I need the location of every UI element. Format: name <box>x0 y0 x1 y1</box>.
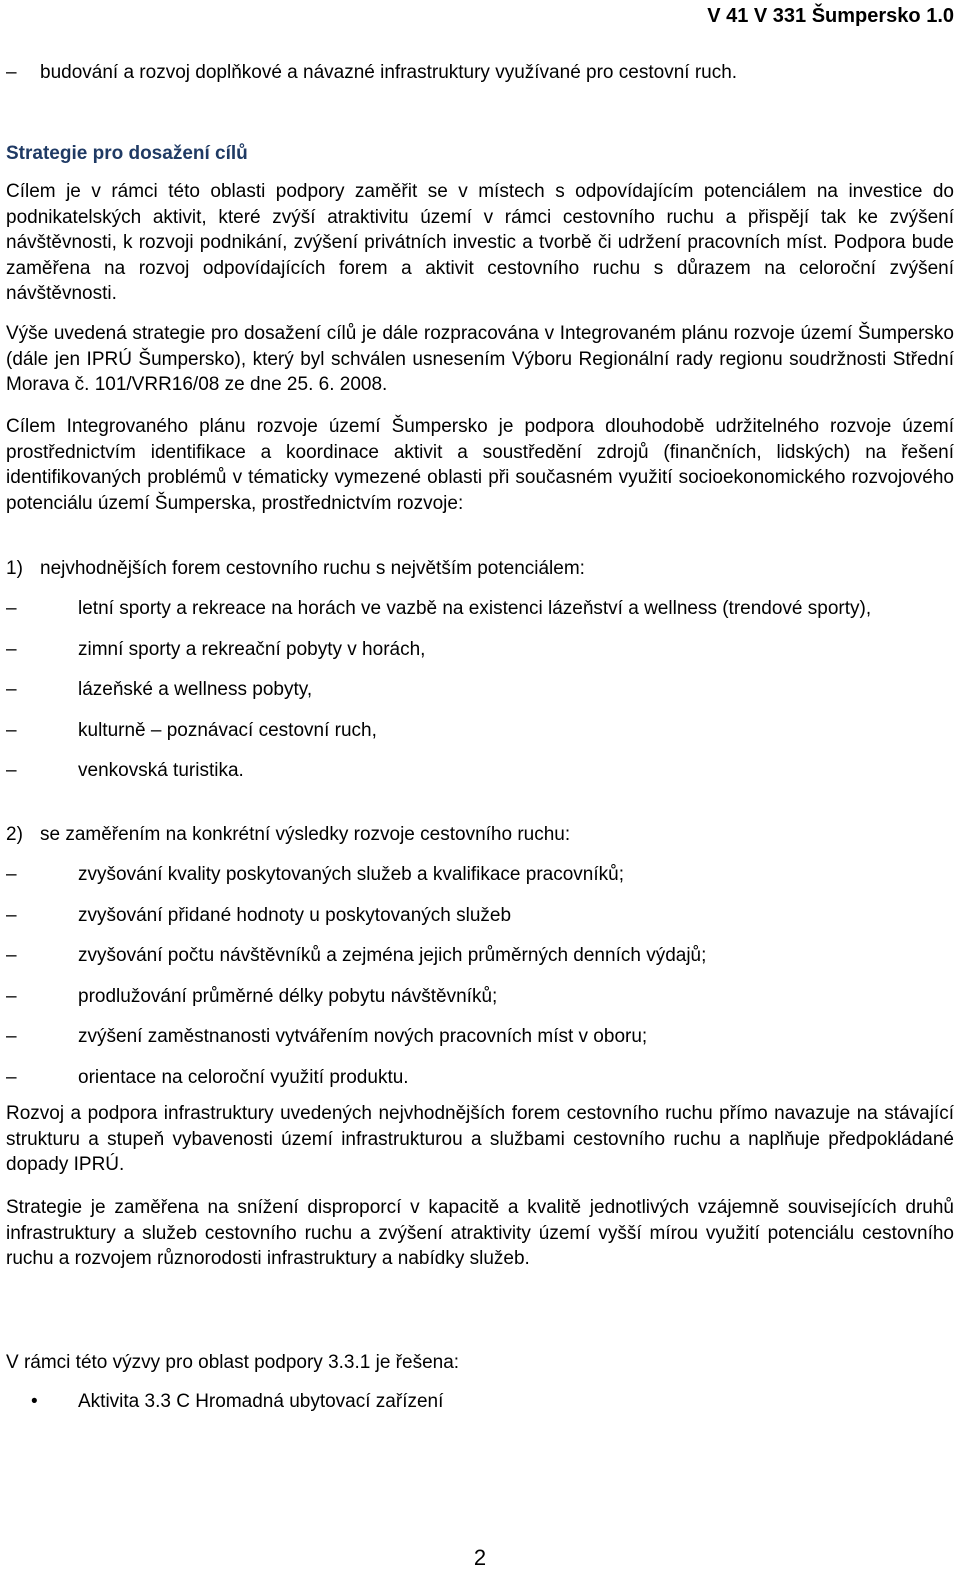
activity-list-item <box>6 1389 443 1415</box>
list-2-items <box>6 862 954 1105</box>
list-item: – lázeňské a wellness pobyty, <box>6 677 954 703</box>
dash-marker: – <box>6 1066 17 1088</box>
list-1-heading <box>6 556 585 582</box>
paragraph-2: Výše uvedená strategie pro dosažení cílů je dále rozpracována v Integrovaném plánu rozvoje území Šumpersko (dále jen IPRÚ Šumpersko), který byl schválen usnesením Výboru Regionální rady regionu soudržnosti Střední Morava č. 101/VRR16/08 ze dne 25. 6. 2008. <box>6 323 954 395</box>
list-1-items <box>6 596 954 799</box>
list-item: – kulturně – poznávací cestovní ruch, <box>6 718 954 744</box>
dash-marker: – <box>6 904 17 926</box>
list-item: – venkovská turistika. <box>6 758 954 784</box>
list-item: – zvýšení zaměstnanosti vytvářením nových pracovních míst v oboru; <box>6 1024 954 1050</box>
list-1-number: 1) <box>6 558 23 579</box>
dash-marker: – <box>6 62 17 83</box>
dash-marker: – <box>6 638 17 660</box>
dash-marker: – <box>6 945 17 966</box>
paragraph-5: Strategie je zaměřena na snížení disproporcí v kapacitě a kvalitě jednotlivých vzájemně souvisejících druhů infrastruktury a služeb cestovního ruchu a zvýšení atraktivity území vyšší mírou využití potenciálu cestovního ruchu a rozvojem různorodosti infrastruktury a nabídky služeb. <box>6 1197 954 1269</box>
dash-marker: – <box>6 985 17 1007</box>
list-item: – zvyšování kvality poskytovaných služeb a kvalifikace pracovníků; <box>6 862 954 888</box>
paragraph-1: Cílem je v rámci této oblasti podpory zaměřit se v místech s odpovídajícím potenciálem na investice do podnikatelských aktivit, které zvýší atraktivitu území v rámci cestovního ruchu a přispějí tak ke zvýšení návštěvnosti, k rozvoji podnikání, zvýšení privátních investic a tvorbě či udržení pracovních míst. Podpora bude zaměřena na rozvoj odpovídajících forem a aktivit cestovního ruchu s důrazem na celoroční zvýšení návštěvnosti. <box>6 181 954 304</box>
list-1-title: nejvhodnějších forem cestovního ruchu s největším potenciálem: <box>40 558 585 579</box>
list-item: – zvyšování přidané hodnoty u poskytovaných služeb <box>6 903 954 929</box>
list-2-number: 2) <box>6 824 23 845</box>
dash-marker: – <box>6 679 17 700</box>
dash-marker: – <box>6 1026 17 1047</box>
document-header-id: V 41 V 331 Šumpersko 1.0 <box>707 5 954 27</box>
section-heading: Strategie pro dosažení cílů <box>6 143 248 164</box>
list-item: – zvyšování počtu návštěvníků a zejména jejich průměrných denních výdajů; <box>6 943 954 969</box>
intro-item-text: budování a rozvoj doplňkové a návazné infrastruktury využívané pro cestovní ruch. <box>40 62 738 83</box>
paragraph-4: Rozvoj a podpora infrastruktury uvedených nejvhodnějších forem cestovního ruchu přímo navazuje na stávající strukturu a stupeň vybavenosti území infrastrukturou a službami cestovního ruchu a naplňuje předpokládané dopady IPRÚ. <box>6 1103 954 1175</box>
list-item: – orientace na celoroční využití produktu. <box>6 1065 954 1091</box>
list-item: – zimní sporty a rekreační pobyty v horách, <box>6 637 954 663</box>
page-number: 2 <box>473 1545 487 1570</box>
list-2-title: se zaměřením na konkrétní výsledky rozvoje cestovního ruchu: <box>40 824 571 845</box>
activity-text: Aktivita 3.3 C Hromadná ubytovací zařízení <box>78 1391 444 1412</box>
list-item: – letní sporty a rekreace na horách ve vazbě na existenci lázeňství a wellness (trendové sporty), <box>6 596 954 622</box>
dash-marker: – <box>6 719 17 741</box>
dash-marker: – <box>6 864 17 885</box>
dash-marker: – <box>6 760 17 781</box>
call-text: V rámci této výzvy pro oblast podpory 3.3.1 je řešena: <box>6 1352 460 1373</box>
list-2-heading <box>6 822 570 848</box>
dash-marker: – <box>6 598 17 619</box>
paragraph-3: Cílem Integrovaného plánu rozvoje území Šumpersko je podpora dlouhodobě udržitelného rozvoje území prostřednictvím identifikace a koordinace aktivit a soustředění zdrojů (finančních, lidských) na řešení identifikovaných problémů v tématicky vymezené oblasti při současném využití socioekonomického rozvojového potenciálu území Šumperska, prostřednictvím rozvoje: <box>6 416 954 514</box>
intro-list-item <box>6 60 737 86</box>
list-item: – prodlužování průměrné délky pobytu návštěvníků; <box>6 984 954 1010</box>
bullet-marker: • <box>31 1391 38 1412</box>
